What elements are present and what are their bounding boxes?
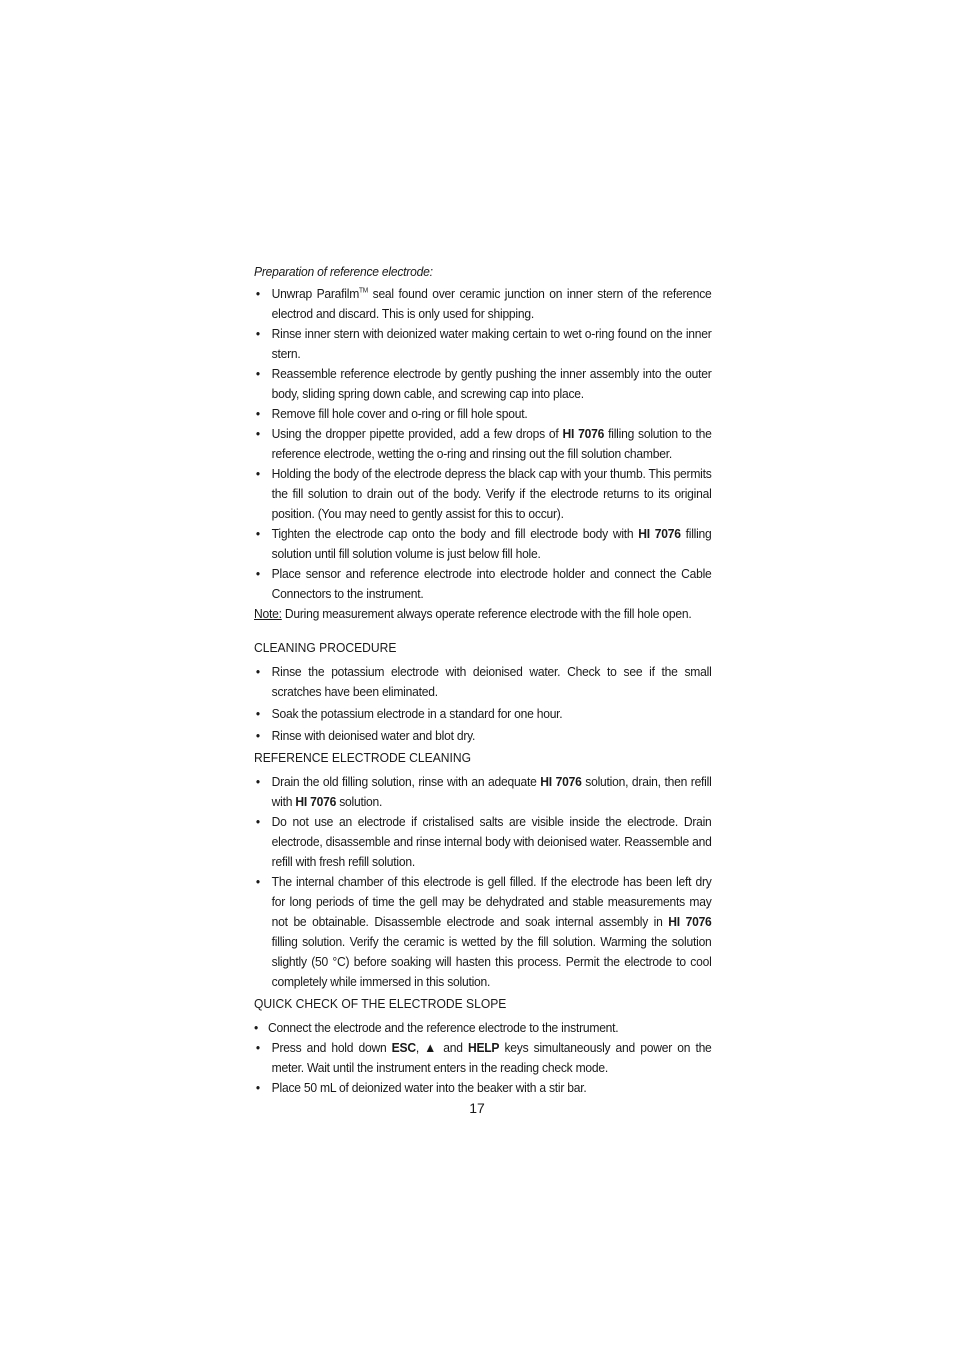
bullet: • <box>255 874 260 889</box>
list-item: • Rinse inner stern with deionized water making certain to wet o-ring found on the inner stern. <box>255 326 712 361</box>
note-text: During measurement always operate reference electrode with the fill hole open. <box>281 606 692 621</box>
slope-check-heading: QUICK CHECK OF THE ELECTRODE SLOPE <box>254 996 507 1011</box>
list-item: • Using the dropper pipette provided, add a few drops of HI 7076 filling solution to the reference electrode, wetting the o-ring and rinsing out the fill solution chamber. <box>255 426 712 461</box>
bullet: • <box>255 664 260 679</box>
list-item: • Holding the body of the electrode depress the black cap with your thumb. This permits the fill solution to drain out of the body. Verify if the electrode returns to its original position. (You may need to gently assist for this to occur). <box>255 466 712 521</box>
bullet: • <box>255 286 260 301</box>
bullet: • <box>255 426 260 441</box>
reference-cleaning-list <box>254 772 712 992</box>
list-item: • The internal chamber of this electrode is gell filled. If the electrode has been left dry for long periods of time the gell may be dehydrated and stable measurements may not be obtainable. Disassemble electrode and soak internal assembly in HI 7076 filling solution. Verify the ceramic is wetted by the fill solution. Warming the solution slightly (50 °C) before soaking will hasten this process. Permit the electrode to cool completely while immersed in this solution. <box>255 874 712 989</box>
bullet: • <box>255 406 260 421</box>
bullet: • <box>255 466 260 481</box>
prep-list <box>254 284 712 604</box>
product-code: HI 7076 <box>638 526 681 541</box>
page-content <box>254 262 712 1098</box>
bullet: • <box>255 366 260 381</box>
bullet: • <box>255 326 260 341</box>
list-item: • Place 50 mL of deionized water into the beaker with a stir bar. <box>254 1078 712 1098</box>
cleaning-list <box>254 662 712 746</box>
list-item: • Drain the old filling solution, rinse with an adequate HI 7076 solution, drain, then refill with HI 7076 solution. <box>255 774 712 809</box>
list-item: • Rinse with deionised water and blot dry. <box>254 726 712 746</box>
list-item: • Unwrap Parafilm™ seal found over ceramic junction on inner stern of the reference electrod and discard. This is only used for shipping. <box>255 286 712 321</box>
bullet: • <box>255 1040 260 1055</box>
list-item: • Tighten the electrode cap onto the body and fill electrode body with HI 7076 filling solution until fill solution volume is just below fill hole. <box>255 526 712 561</box>
bullet: • <box>255 566 260 581</box>
page-number: 17 <box>469 1100 485 1116</box>
product-code: HI 7076 <box>562 426 605 441</box>
bullet: • <box>255 706 260 721</box>
list-item: • Remove fill hole cover and o-ring or fill hole spout. <box>254 404 712 424</box>
list-item: • Do not use an electrode if cristalised salts are visible inside the electrode. Drain electrode, disassemble and rinse internal body with deionised water. Reassemble and refill with fresh refill solution. <box>255 814 712 869</box>
key-help: HELP <box>467 1040 500 1055</box>
bullet: • <box>254 1020 259 1035</box>
product-code: HI 7076 <box>295 794 337 809</box>
key-up-arrow-icon: ▲ <box>424 1040 439 1055</box>
key-esc: ESC <box>391 1040 416 1055</box>
list-item: • Reassemble reference electrode by gently pushing the inner assembly into the outer body, sliding spring down cable, and screwing cap into place. <box>255 366 712 401</box>
bullet: • <box>255 814 260 829</box>
note-label: Note: <box>254 606 282 621</box>
product-code: HI 7076 <box>540 774 582 789</box>
bullet: • <box>255 728 260 743</box>
bullet: • <box>255 1080 260 1095</box>
product-code: HI 7076 <box>668 914 712 929</box>
reference-cleaning-heading: REFERENCE ELECTRODE CLEANING <box>254 750 471 765</box>
prep-heading: Preparation of reference electrode: <box>254 264 433 279</box>
bullet: • <box>255 774 260 789</box>
list-item: • Press and hold down ESC, ▲ and HELP keys simultaneously and power on the meter. Wait until the instrument enters in the reading check mode. <box>255 1040 712 1075</box>
list-item: • Place sensor and reference electrode into electrode holder and connect the Cable Connectors to the instrument. <box>255 566 712 601</box>
list-item: • Rinse the potassium electrode with deionised water. Check to see if the small scratches have been eliminated. <box>255 664 712 699</box>
list-item: • Connect the electrode and the reference electrode to the instrument. <box>254 1018 712 1038</box>
note <box>254 604 712 624</box>
bullet: • <box>255 526 260 541</box>
slope-check-list <box>254 1018 712 1098</box>
cleaning-heading: CLEANING PROCEDURE <box>254 640 397 655</box>
list-item: • Soak the potassium electrode in a standard for one hour. <box>254 704 712 724</box>
